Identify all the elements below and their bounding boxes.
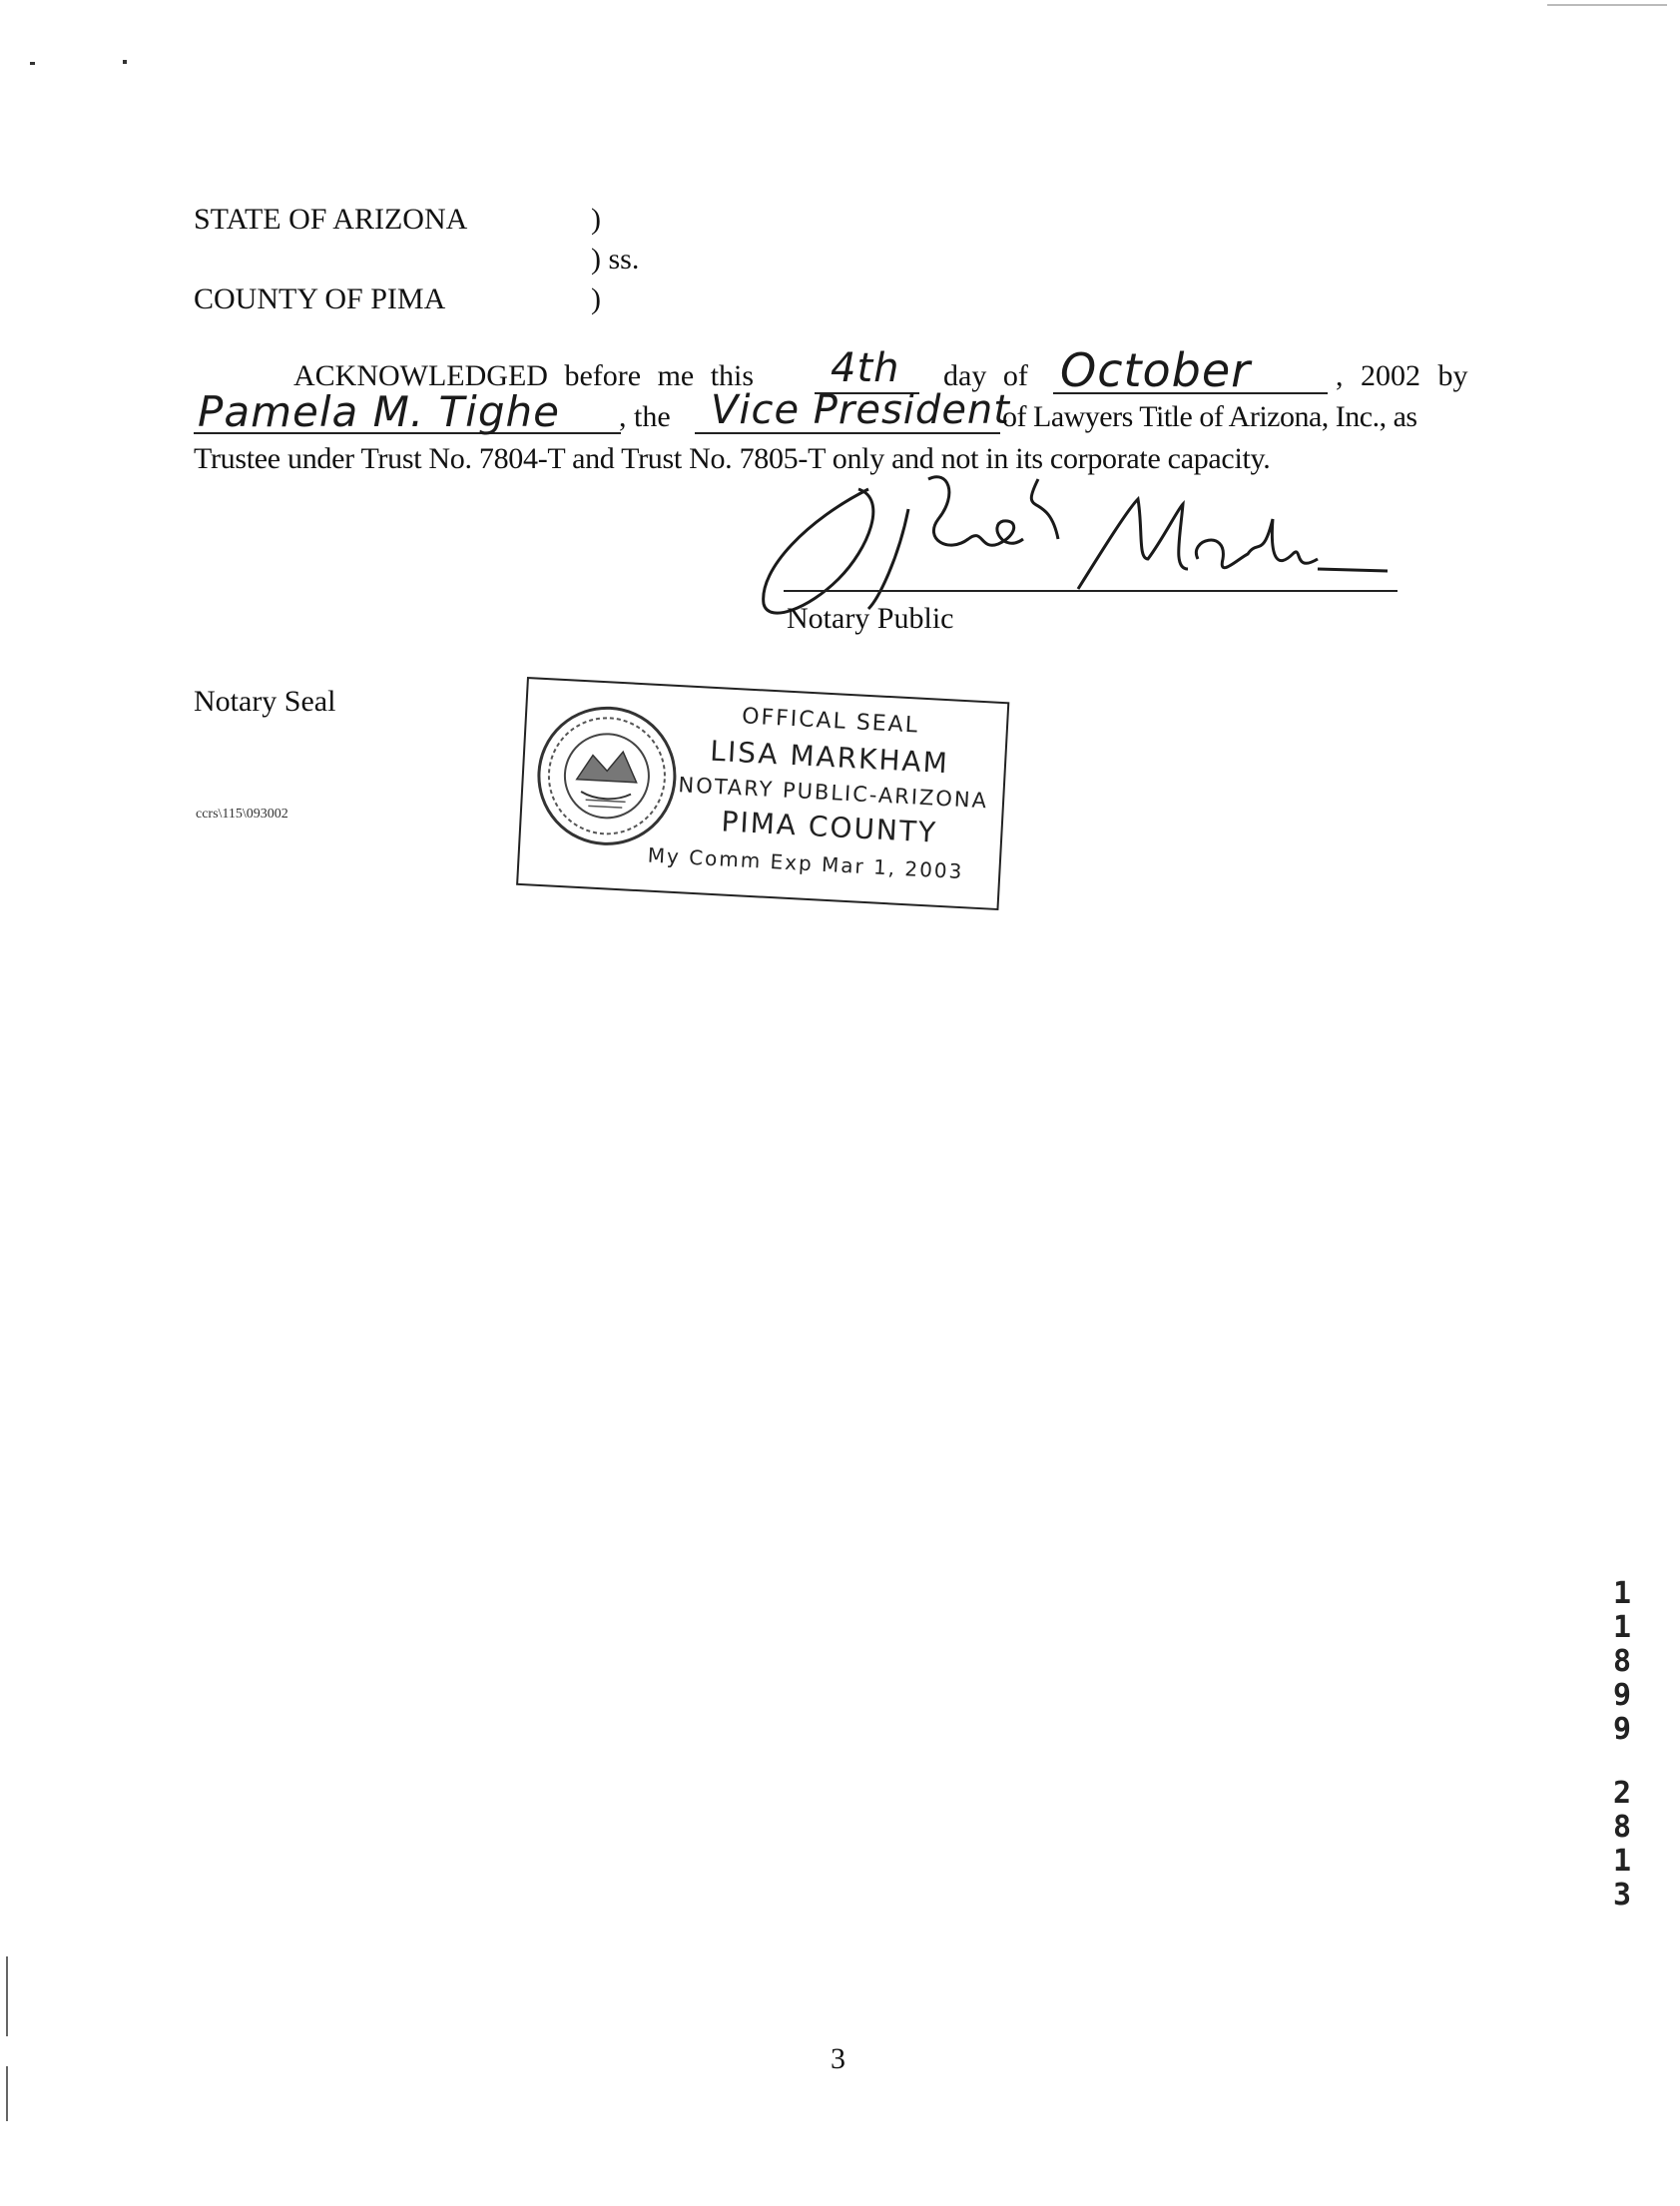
scan-speck xyxy=(30,62,35,65)
ack-company: of Lawyers Title of Arizona, Inc., as xyxy=(1002,400,1417,433)
ack-day-of: day of xyxy=(943,359,1028,392)
recording-digit: 2 xyxy=(1612,1776,1632,1811)
recording-digit: 9 xyxy=(1612,1712,1632,1747)
title-handwritten: Vice President xyxy=(711,387,1010,433)
scan-speck xyxy=(6,2066,8,2121)
venue-state: STATE OF ARIZONA xyxy=(194,203,468,236)
venue-paren-open: ) xyxy=(591,203,601,236)
ack-the: , the xyxy=(619,400,671,433)
file-reference: ccrs\115\093002 xyxy=(196,807,288,822)
recording-digit: 8 xyxy=(1612,1810,1632,1845)
page-number: 3 xyxy=(831,2042,845,2075)
notary-public-label: Notary Public xyxy=(787,602,954,635)
ack-year-by: , 2002 by xyxy=(1336,359,1468,392)
recording-digit: 1 xyxy=(1612,1576,1632,1611)
stamp-line-2: LISA MARKHAM xyxy=(709,734,950,781)
state-seal-emblem xyxy=(528,697,686,854)
name-handwritten: Pamela M. Tighe xyxy=(198,387,560,436)
signature-line xyxy=(784,589,1398,592)
recording-digit: 8 xyxy=(1612,1644,1632,1679)
recording-digit: 1 xyxy=(1612,1610,1632,1645)
recording-digit: 1 xyxy=(1612,1844,1632,1879)
scan-speck xyxy=(1547,4,1667,6)
stamp-line-4: PIMA COUNTY xyxy=(720,805,938,849)
venue-paren-ss: ) ss. xyxy=(591,243,640,276)
venue-paren-close: ) xyxy=(591,282,601,315)
scan-speck xyxy=(123,60,127,64)
venue-county: COUNTY OF PIMA xyxy=(194,282,446,315)
scan-speck xyxy=(6,1956,8,2036)
day-handwritten: 4th xyxy=(831,345,900,391)
stamp-line-3: NOTARY PUBLIC-ARIZONA xyxy=(677,773,989,814)
notary-stamp xyxy=(516,677,1009,910)
month-handwritten: October xyxy=(1060,343,1252,397)
recording-digit: 9 xyxy=(1612,1678,1632,1713)
stamp-line-5: My Comm Exp Mar 1, 2003 xyxy=(647,842,964,884)
ack-lead: ACKNOWLEDGED before me this xyxy=(293,359,755,392)
notary-seal-label: Notary Seal xyxy=(194,685,336,718)
ack-line3: Trustee under Trust No. 7804-T and Trust No. 7805-T only and not in its corporate capacity. xyxy=(194,442,1271,475)
recording-digit: 3 xyxy=(1612,1878,1632,1913)
stamp-line-1: OFFICAL SEAL xyxy=(741,704,920,739)
recording-number xyxy=(1602,1577,1642,1913)
